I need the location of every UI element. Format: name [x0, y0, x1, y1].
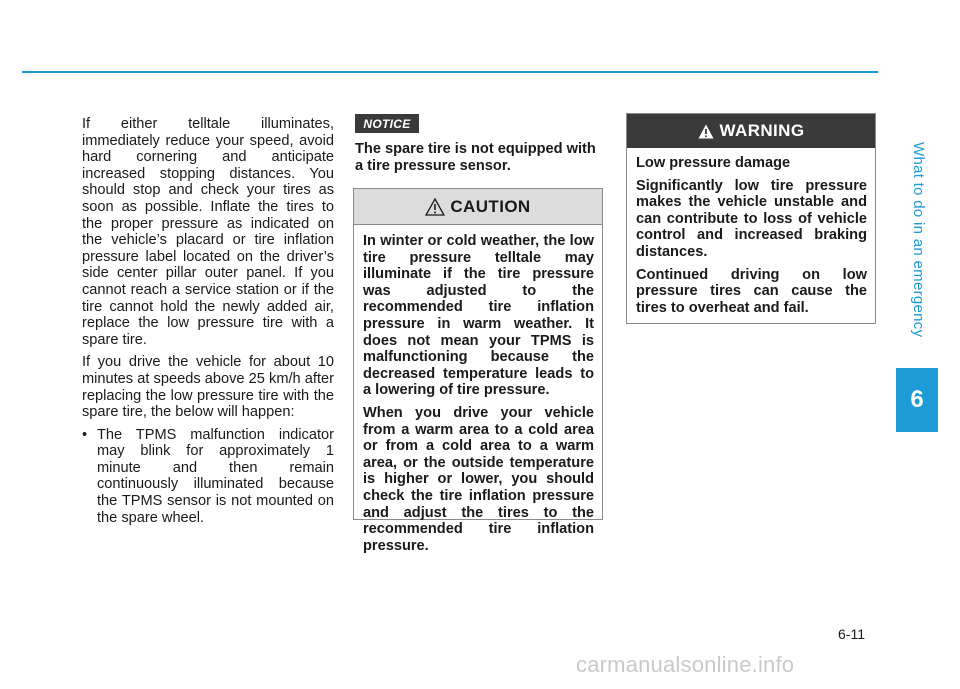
warning-title: WARNING	[719, 121, 805, 140]
bullet-item: • The TPMS malfunction indicator may blink for approximately 1 minute and then remain continuously illuminated because the TPMS sensor is not mounted on the spare wheel.	[82, 427, 334, 527]
warning-box	[626, 113, 876, 324]
warning-body	[627, 148, 875, 316]
paragraph-telltale: If either telltale illuminates, immediately reduce your speed, avoid hard cornering and anticipate increased stopping distances. You should stop and check your tires as soon as possible. Inflate the tires to the proper pressure as indicated on the vehicle’s placard or tire inflation pressure label located on the driver’s side center pillar outer panel. If you cannot reach a service station or if the tire cannot hold the newly added air, replace the low pressure tire with a spare tire.	[82, 116, 334, 348]
caution-box	[353, 188, 603, 554]
paragraph-spare-drive: If you drive the vehicle for about 10 minutes at speeds above 25 km/h after replacing the low pressure tire with the spare tire, the below will happen:	[82, 354, 334, 421]
chapter-tab: 6	[896, 368, 938, 432]
warning-paragraph: Significantly low tire pressure makes the vehicle unstable and can contribute to loss of vehicle control and increased braking distances.	[636, 177, 867, 260]
header-rule	[22, 71, 878, 73]
notice-text: The spare tire is not equipped with a tire pressure sensor.	[355, 141, 596, 174]
caution-body	[354, 225, 602, 554]
caution-paragraph: In winter or cold weather, the low tire pressure telltale may illuminate if the tire pressure was adjusted to the recommended tire inflation pressure in warm weather. It does not mean your TPMS is malfunctioning because the decreased temperature leads to a lowering of tire pressure.	[363, 233, 594, 399]
caution-paragraph: When you drive your vehicle from a warm area to a cold area or from a cold area to a warm area, or the outside temperature is higher or lower, you should check the tire inflation pressure and adjust the tires to the recommended tire inflation pressure.	[363, 404, 594, 554]
section-title: What to do in an emergency	[910, 142, 927, 338]
bullet-list	[82, 427, 334, 527]
warning-heading: Low pressure damage	[636, 155, 791, 171]
notice-badge: NOTICE	[355, 114, 419, 133]
caution-title: CAUTION	[450, 196, 531, 216]
warning-triangle-icon	[698, 124, 714, 139]
caution-triangle-icon	[425, 198, 445, 216]
caution-header	[354, 189, 602, 225]
body-column	[82, 116, 334, 526]
watermark: carmanualsonline.info	[576, 652, 795, 677]
warning-paragraph: Continued driving on low pressure tires can cause the tires to overheat and fail.	[636, 266, 867, 316]
warning-header	[627, 114, 875, 148]
page-number: 6-11	[838, 626, 865, 642]
